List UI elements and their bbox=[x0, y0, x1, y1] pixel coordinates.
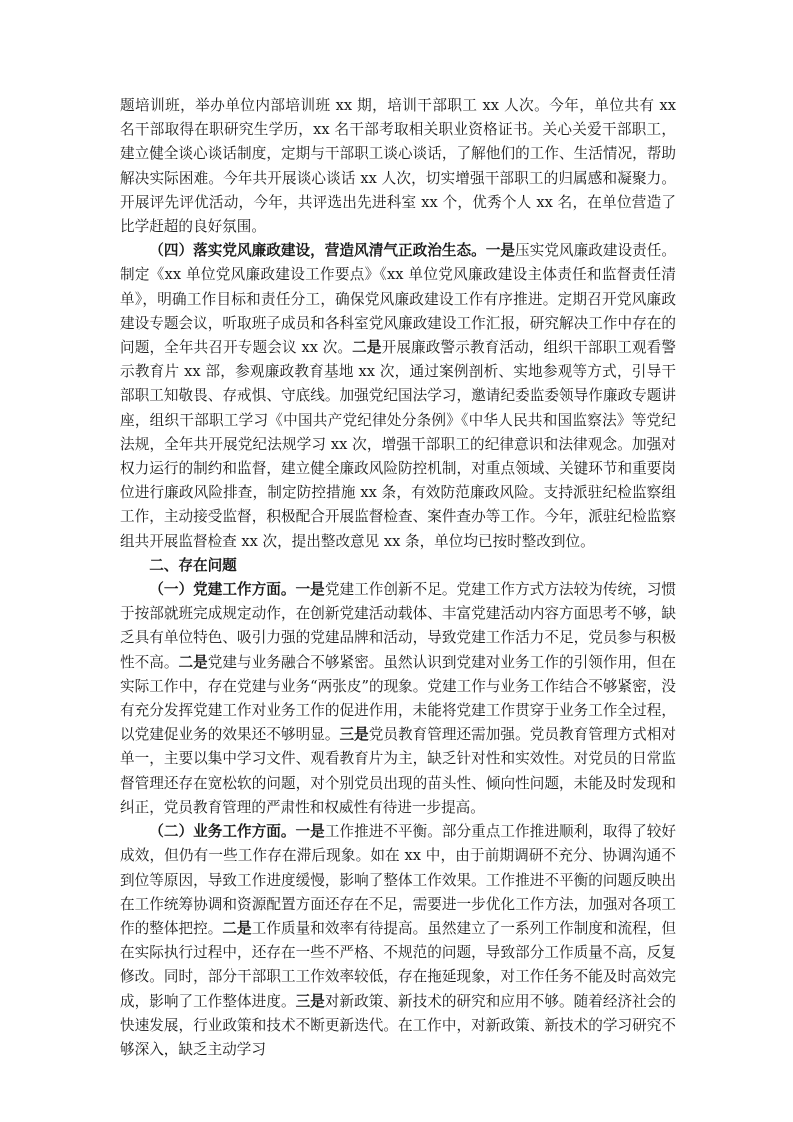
heading-business-work: （二）业务工作方面。 bbox=[149, 823, 296, 841]
heading-integrity: （四）落实党风廉政建设，营造风清气正政治生态。 bbox=[149, 242, 486, 260]
paragraph-party-building bbox=[120, 578, 676, 820]
lead-third: 三是 bbox=[339, 726, 369, 744]
heading-party-building: （一）党建工作方面。 bbox=[149, 581, 296, 599]
document-page bbox=[120, 94, 676, 1062]
text-third: 党员教育管理还需加强。党员教育管理方式相对单一，主要以集中学习文件、观看教育片为主，缺乏针对性和实效性。对党员的日常监督管理还存在宽松软的问题，对个别党员出现的苗头性、倾向性问题，未能及时发现和纠正，党员教育管理的严肃性和权威性有待进一步提高。 bbox=[120, 726, 676, 816]
text-first: 工作推进不平衡。部分重点工作推进顺利，取得了较好成效，但仍有一些工作存在滞后现象。如在 xx 中，由于前期调研不充分、协调沟通不到位等原因，导致工作进度缓慢，影响了整体工作效果。工作推进不平衡的问题反映出在工作统筹协调和资源配置方面还存在不足，需要进一步优化工作方法，加强对各项工作的整体把控。 bbox=[120, 823, 676, 937]
paragraph-business-work bbox=[120, 820, 676, 1062]
lead-second: 二是 bbox=[178, 653, 208, 671]
lead-first: 一是 bbox=[295, 823, 325, 841]
paragraph-training: 题培训班，举办单位内部培训班 xx 期，培训干部职工 xx 人次。今年，单位共有 xx 名干部取得在职研究生学历，xx 名干部考取相关职业资格证书。关心关爱干部职工，建立健全谈心谈话制度，定期与干部职工谈心谈话，了解他们的工作、生活情况，帮助解决实际困难。今年共开展谈心谈话 xx 人次，切实增强干部职工的归属感和凝聚力。开展评先评优活动，今年，共评选出先进科室 xx 个，优秀个人 xx 名，在单位营造了比学赶超的良好氛围。 bbox=[120, 97, 676, 236]
paragraph-integrity bbox=[120, 239, 676, 554]
lead-first: 一是 bbox=[295, 581, 325, 599]
lead-second: 二是 bbox=[222, 919, 252, 937]
lead-second: 二是 bbox=[352, 339, 382, 357]
text-second: 工作质量和效率有待提高。虽然建立了一系列工作制度和流程，但在实际执行过程中，还存在一些不严格、不规范的问题，导致部分工作质量不高，反复修改。同时，部分干部职工工作效率较低，存在拖延现象，对工作任务不能及时高效完成，影响了工作整体进度。 bbox=[120, 919, 676, 1010]
lead-first: 一是 bbox=[485, 242, 516, 260]
text-second: 党建与业务融合不够紧密。虽然认识到党建对业务工作的引领作用，但在实际工作中，存在党建与业务“两张皮”的现象。党建工作与业务工作结合不够紧密，没有充分发挥党建工作对业务工作的促进作用，未能将党建工作贯穿于业务工作全过程，以党建促业务的效果还不够明显。 bbox=[120, 653, 676, 744]
text-third: 对新政策、新技术的研究和应用不够。随着经济社会的快速发展，行业政策和技术不断更新迭代。在工作中，对新政策、新技术的学习研究不够深入，缺乏主动学习 bbox=[120, 992, 676, 1058]
text-first: 党建工作创新不足。党建工作方式方法较为传统，习惯于按部就班完成规定动作，在创新党建活动载体、丰富党建活动内容方面思考不够，缺乏具有单位特色、吸引力强的党建品牌和活动，导致党建工作活力不足，党员参与积极性不高。 bbox=[120, 581, 676, 671]
text-first: 压实党风廉政建设责任。制定《xx 单位党风廉政建设工作要点》《xx 单位党风廉政建设主体责任和监督责任清单》，明确工作目标和责任分工，确保党风廉政建设工作有序推进。定期召开党风廉政建设专题会议，听取班子成员和各科室党风廉政建设工作汇报，研究解决工作中存在的问题，全年共召开专题会议 xx 次。 bbox=[120, 242, 676, 357]
section-title-problems: 二、存在问题 bbox=[149, 556, 237, 574]
text-second: 开展廉政警示教育活动，组织干部职工观看警示教育片 xx 部，参观廉政教育基地 xx 次，通过案例剖析、实地参观等方式，引导干部职工知敬畏、存戒惧、守底线。加强党纪国法学习，邀请纪委监委领导作廉政专题讲座，组织干部职工学习《中国共产党纪律处分条例》《中华人民共和国监察法》等党纪法规，全年共开展党纪法规学习 xx 次，增强干部职工的纪律意识和法律观念。加强对权力运行的制约和监督，建立健全廉政风险防控机制，对重点领域、关键环节和重要岗位进行廉政风险排查，制定防控措施 xx 条，有效防范廉政风险。支持派驻纪检监察组工作，主动接受监督，积极配合开展监督检查、案件查办等工作。今年，派驻纪检监察组共开展监督检查 xx 次，提出整改意见 xx 条，单位均已按时整改到位。 bbox=[120, 339, 676, 550]
lead-third: 三是 bbox=[295, 992, 325, 1010]
